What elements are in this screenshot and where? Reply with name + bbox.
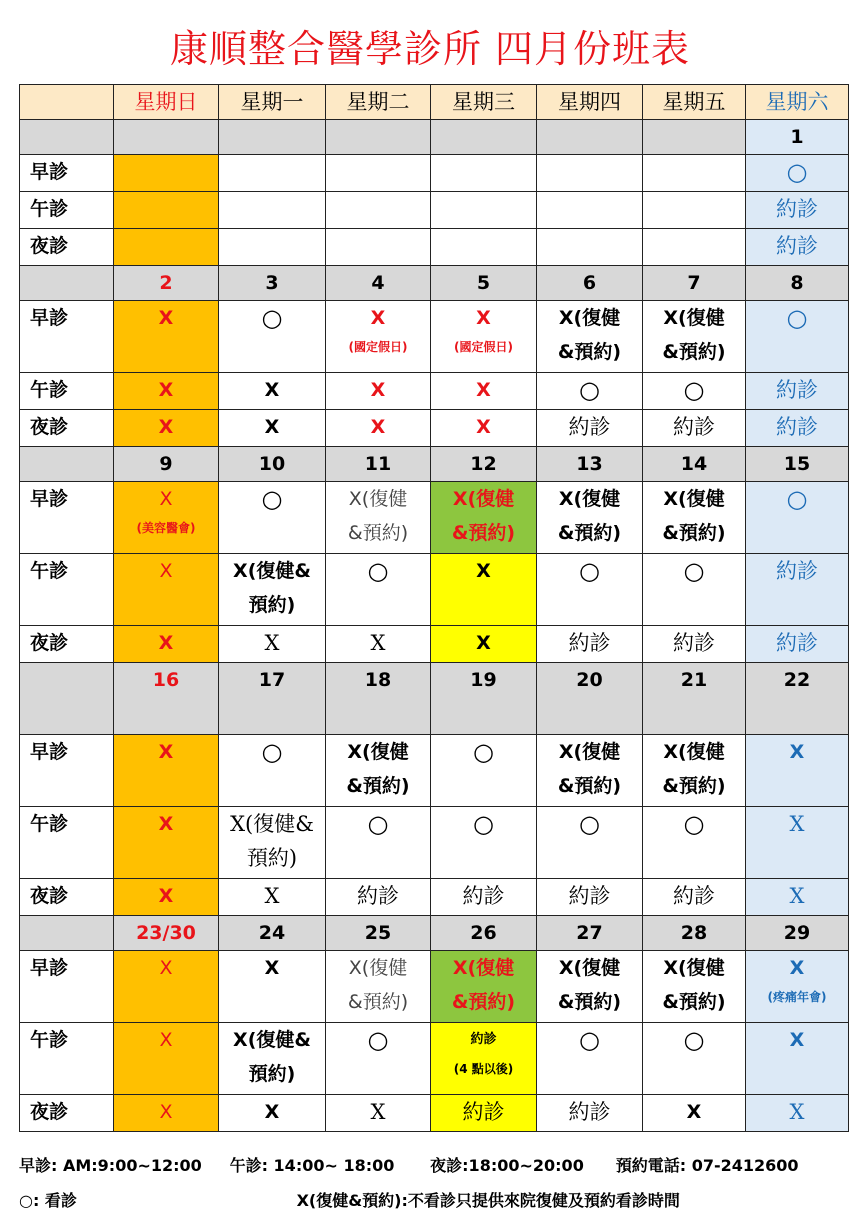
- session-row: 午診 X X(復健& 預約) ○ 約診 (4 點以後) ○ ○ X: [20, 1023, 849, 1095]
- session-row: [20, 229, 849, 266]
- session-row: 夜診 X X X 約診 約診 X X: [20, 1095, 849, 1132]
- session-row: 早診 X ○ X(復健 &預約) ○ X(復健 &預約) X(復健 &預約) X: [20, 735, 849, 807]
- session-row: 午診 X X(復健& 預約) ○ ○ ○ ○ X: [20, 807, 849, 879]
- date-cell: 18: [326, 663, 431, 735]
- date-cell: 27: [537, 916, 643, 951]
- session-row: 午診 X X X X ○ ○ 約診: [20, 373, 849, 410]
- date-row: [20, 266, 849, 301]
- session-row: 夜診 X X X X 約診 約診 約診: [20, 410, 849, 447]
- date-cell: [219, 120, 326, 155]
- weekday-thu: 星期四: [537, 85, 643, 120]
- schedule-cell: X (國定假日): [431, 301, 537, 373]
- date-cell: 12: [431, 447, 537, 482]
- date-cell: 16: [114, 663, 219, 735]
- date-cell: 1: [746, 120, 849, 155]
- date-cell: 13: [537, 447, 643, 482]
- session-row: 夜診 X X 約診 約診 約診 約診 X: [20, 879, 849, 916]
- schedule-cell: X(復健 &預約): [537, 301, 643, 373]
- session-row: 早診 X ○ X (國定假日) X (國定假日) X(復健 &預約) X(復健 &預約) ○: [20, 301, 849, 373]
- date-cell: 21: [643, 663, 746, 735]
- corner-cell: [20, 85, 114, 120]
- legend-x: X(復健&預約):不看診只提供來院復健及預約看診時間: [296, 1191, 680, 1210]
- legend-footer: [19, 1188, 859, 1211]
- session-row: 午診 X X(復健& 預約) ○ X ○ ○ 約診: [20, 554, 849, 626]
- date-cell: 15: [746, 447, 849, 482]
- date-cell: 6: [537, 266, 643, 301]
- session-row: [20, 155, 849, 192]
- schedule-cell: ○: [219, 301, 326, 373]
- session-row: [20, 192, 849, 229]
- schedule-table: [19, 84, 849, 1132]
- date-cell: 22: [746, 663, 849, 735]
- date-row: [20, 120, 849, 155]
- schedule-cell: X: [114, 301, 219, 373]
- night-hours: 夜診:18:00~20:00: [430, 1156, 584, 1175]
- pm-hours: 午診: 14:00~ 18:00: [229, 1156, 395, 1175]
- page-title: 康順整合醫學診所 四月份班表: [169, 27, 691, 71]
- weekday-header-row: [20, 85, 849, 120]
- session-label: 午診: [20, 192, 114, 229]
- weekday-sat: 星期六: [746, 85, 849, 120]
- legend-circle: ○: 看診: [19, 1191, 77, 1210]
- schedule-cell: X (國定假日): [326, 301, 431, 373]
- date-cell: 11: [326, 447, 431, 482]
- date-cell: 28: [643, 916, 746, 951]
- date-cell: 25: [326, 916, 431, 951]
- schedule-cell: ○: [746, 155, 849, 192]
- date-cell: 23/30: [114, 916, 219, 951]
- weekday-sun: 星期日: [114, 85, 219, 120]
- weekday-wed: 星期三: [431, 85, 537, 120]
- session-row: 早診 X (美容醫會) ○ X(復健 &預約) X(復健 &預約) X(復健 &預約) X(復健 &預約) ○: [20, 482, 849, 554]
- date-cell: 5: [431, 266, 537, 301]
- date-cell: 29: [746, 916, 849, 951]
- date-cell: 7: [643, 266, 746, 301]
- schedule-cell: X(復健 &預約): [643, 301, 746, 373]
- date-cell: 17: [219, 663, 326, 735]
- date-cell: [114, 120, 219, 155]
- date-row: [20, 447, 849, 482]
- date-row: [20, 916, 849, 951]
- date-cell: 14: [643, 447, 746, 482]
- weekday-fri: 星期五: [643, 85, 746, 120]
- date-cell: [326, 120, 431, 155]
- session-row: 夜診 X X X X 約診 約診 約診: [20, 626, 849, 663]
- schedule-cell: 約診: [746, 229, 849, 266]
- hours-footer: [19, 1153, 859, 1176]
- session-row: 早診 X X X(復健 &預約) X(復健 &預約) X(復健 &預約) X(復健 &預約) X (疼痛年會): [20, 951, 849, 1023]
- session-label: 夜診: [20, 229, 114, 266]
- weekday-tue: 星期二: [326, 85, 431, 120]
- date-cell: 26: [431, 916, 537, 951]
- phone-number: 預約電話: 07-2412600: [615, 1156, 799, 1175]
- date-cell: [537, 120, 643, 155]
- date-cell: 4: [326, 266, 431, 301]
- date-cell: [431, 120, 537, 155]
- date-cell: 20: [537, 663, 643, 735]
- date-cell: 9: [114, 447, 219, 482]
- date-cell: 3: [219, 266, 326, 301]
- session-label: 早診: [20, 155, 114, 192]
- weekday-mon: 星期一: [219, 85, 326, 120]
- date-cell: 24: [219, 916, 326, 951]
- date-cell: [643, 120, 746, 155]
- date-row: [20, 663, 849, 735]
- am-hours: 早診: AM:9:00~12:00: [19, 1156, 202, 1175]
- date-cell: 19: [431, 663, 537, 735]
- date-cell: 8: [746, 266, 849, 301]
- schedule-cell: 約診: [746, 192, 849, 229]
- date-cell: 10: [219, 447, 326, 482]
- schedule-cell: ○: [746, 301, 849, 373]
- date-cell: 2: [114, 266, 219, 301]
